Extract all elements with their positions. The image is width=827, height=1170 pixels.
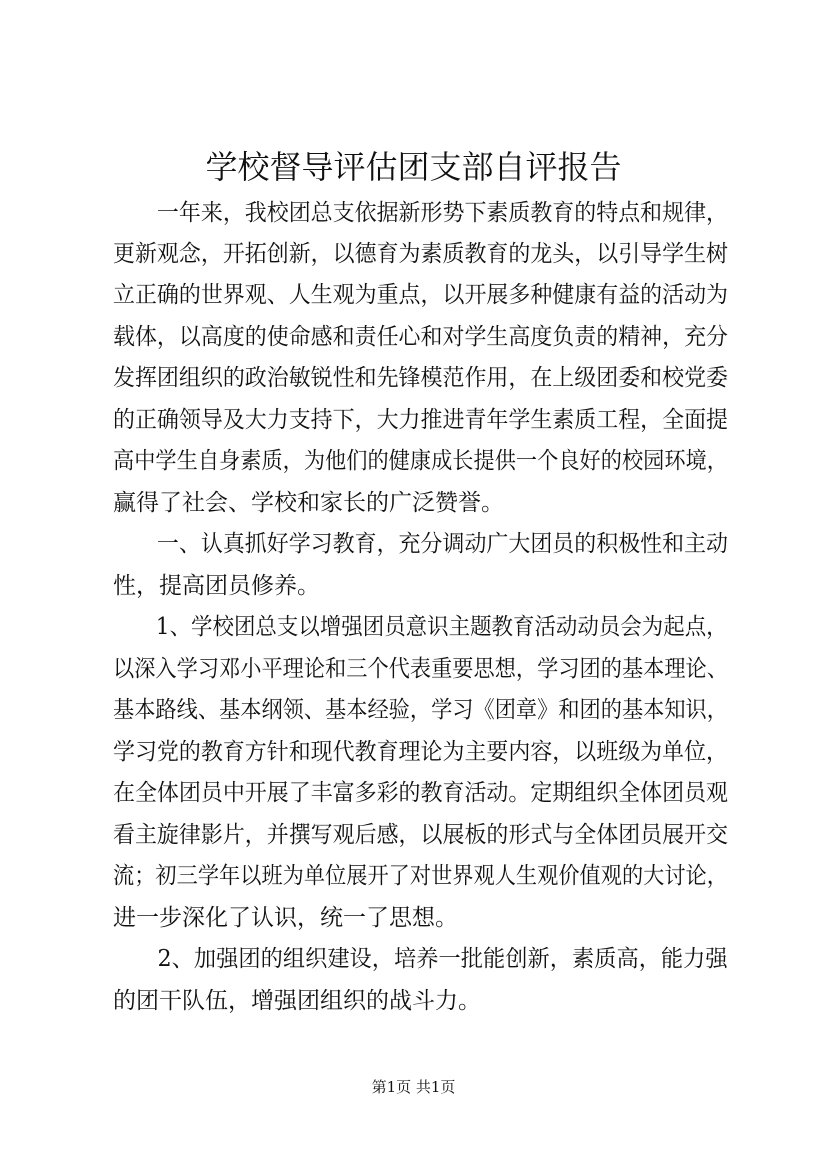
- text-line: 1、学校团总支以增强团员意识主题教育活动动员会为起点，: [113, 614, 728, 640]
- text-line: 的团干队伍，增强团组织的战斗力。: [113, 988, 481, 1014]
- page-footer: 第1页 共1页: [371, 1078, 456, 1096]
- text-line: 基本路线、基本纲领、基本经验，学习《团章》和团的基本知识，: [113, 697, 728, 723]
- text-line: 2、加强团的组织建设，培养一批能创新，素质高，能力强: [113, 946, 728, 972]
- text-line: 学习党的教育方针和现代教育理论为主要内容，以班级为单位，: [113, 739, 729, 765]
- text-line: 载体，以高度的使命感和责任心和对学生高度负责的精神，充分: [113, 324, 729, 350]
- text-line: 更新观念，开拓创新，以德育为素质教育的龙头，以引导学生树: [113, 241, 729, 267]
- text-line: 立正确的世界观、人生观为重点，以开展多种健康有益的活动为: [113, 282, 729, 308]
- text-line: 的正确领导及大力支持下，大力推进青年学生素质工程，全面提: [113, 407, 729, 433]
- text-line: 发挥团组织的政治敏锐性和先锋模范作用，在上级团委和校党委: [113, 365, 729, 391]
- text-line: 以深入学习邓小平理论和三个代表重要思想，学习团的基本理论、: [113, 656, 728, 682]
- text-line: 赢得了社会、学校和家长的广泛赞誉。: [113, 490, 504, 516]
- text-line: 进一步深化了认识，统一了思想。: [113, 905, 458, 931]
- text-line: 看主旋律影片，并撰写观后感，以展板的形式与全体团员展开交: [113, 822, 729, 848]
- text-line: 高中学生自身素质，为他们的健康成长提供一个良好的校园环境，: [113, 448, 728, 474]
- text-line: 一、认真抓好学习教育，充分调动广大团员的积极性和主动: [113, 531, 729, 557]
- text-line: 性，提高团员修养。: [113, 573, 320, 599]
- text-line: 流；初三学年以班为单位展开了对世界观人生观价值观的大讨论，: [113, 863, 728, 889]
- text-line: 一年来，我校团总支依据新形势下素质教育的特点和规律，: [113, 200, 729, 226]
- text-line: 在全体团员中开展了丰富多彩的教育活动。定期组织全体团员观: [113, 780, 729, 806]
- document-title: 学校督导评估团支部自评报告: [205, 148, 622, 186]
